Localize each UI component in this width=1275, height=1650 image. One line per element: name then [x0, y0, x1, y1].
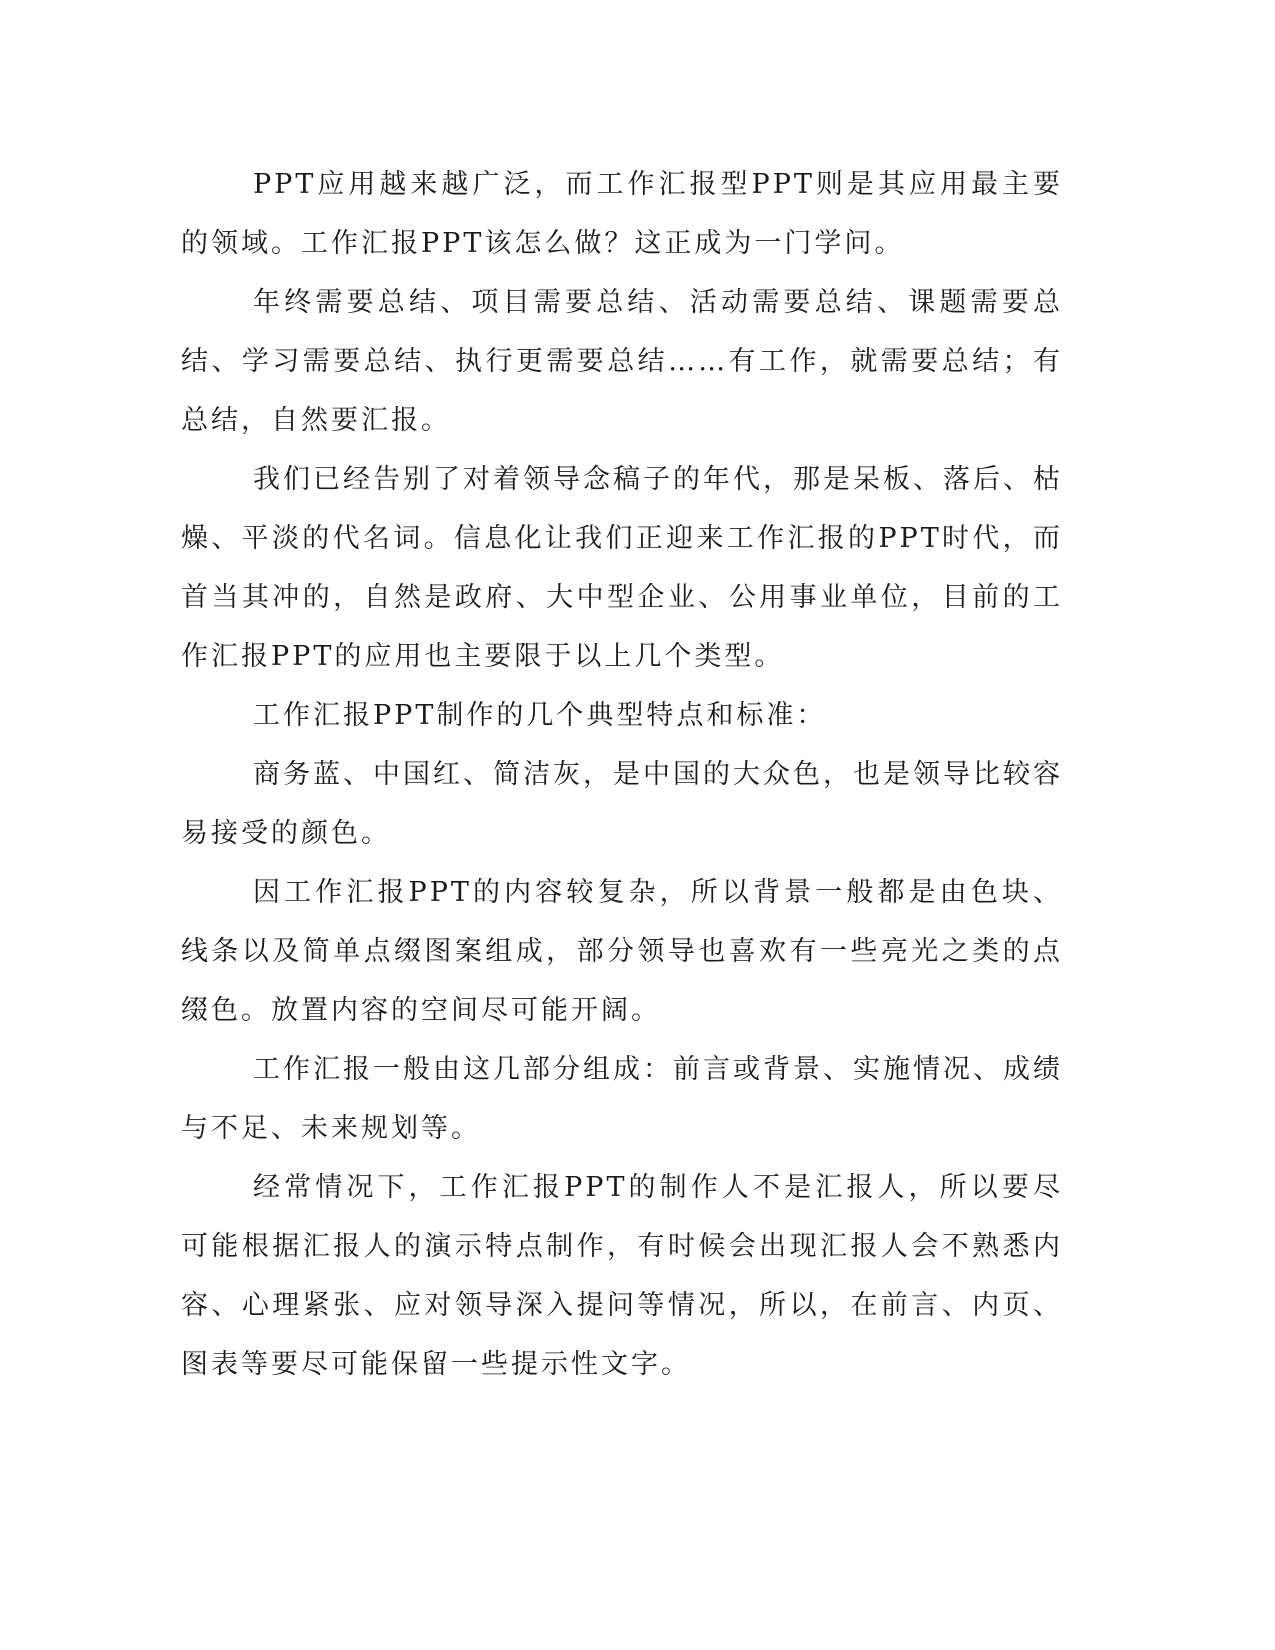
paragraph-colors: 商务蓝、中国红、简洁灰，是中国的大众色，也是领导比较容易接受的颜色。: [181, 759, 1063, 849]
document-body: [181, 155, 1063, 1394]
paragraph-presenter-notes: 经常情况下，工作汇报PPT的制作人不是汇报人，所以要尽可能根据汇报人的演示特点制作，有时候会出现汇报人会不熟悉内容、心理紧张、应对领导深入提问等情况，所以，在前言、内页、图表等要尽可能保留一些提示性文字。: [181, 1172, 1063, 1380]
paragraph-summary-needs: 年终需要总结、项目需要总结、活动需要总结、课题需要总结、学习需要总结、执行更需要总结……有工作，就需要总结；有总结，自然要汇报。: [181, 287, 1063, 436]
paragraph-features-heading: 工作汇报PPT制作的几个典型特点和标准：: [253, 700, 827, 731]
paragraph-structure: 工作汇报一般由这几部分组成：前言或背景、实施情况、成绩与不足、未来规划等。: [181, 1054, 1063, 1144]
paragraph-background: 因工作汇报PPT的内容较复杂，所以背景一般都是由色块、线条以及简单点缀图案组成，部分领导也喜欢有一些亮光之类的点缀色。放置内容的空间尽可能开阔。: [181, 877, 1063, 1026]
paragraph-ppt-era: 我们已经告别了对着领导念稿子的年代，那是呆板、落后、枯燥、平淡的代名词。信息化让我们正迎来工作汇报的PPT时代，而首当其冲的，自然是政府、大中型企业、公用事业单位，目前的工作汇报PPT的应用也主要限于以上几个类型。: [181, 464, 1063, 672]
paragraph-intro: PPT应用越来越广泛，而工作汇报型PPT则是其应用最主要的领域。工作汇报PPT该怎么做？这正成为一门学问。: [181, 169, 1063, 259]
